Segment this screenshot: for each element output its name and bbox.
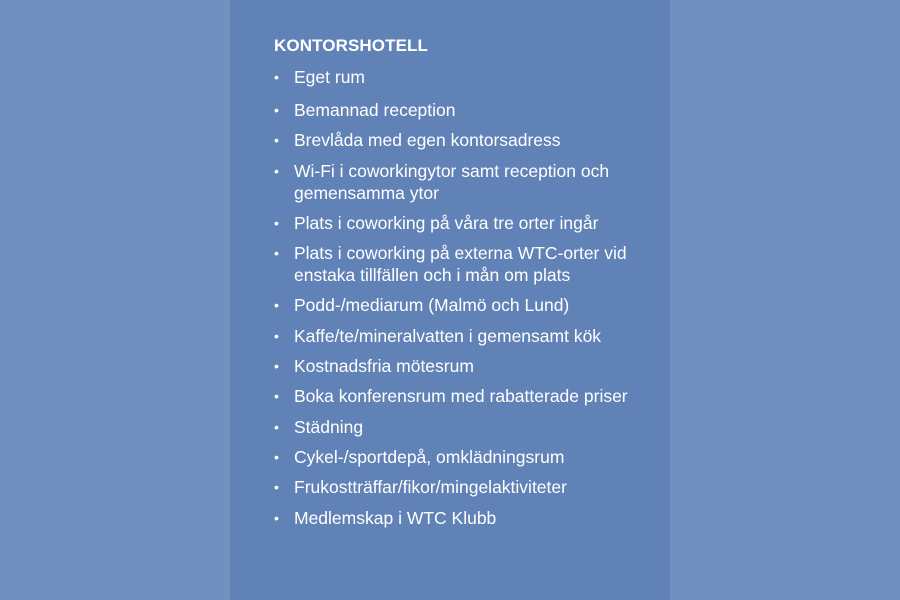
- list-item: [274, 476, 666, 498]
- list-item-text: Cykel-/sportdepå, omklädningsrum: [294, 446, 565, 467]
- bullet-icon: •: [274, 245, 279, 262]
- bullet-icon: •: [274, 418, 279, 435]
- list-item: [274, 446, 666, 468]
- list-item: [274, 212, 666, 234]
- list-item-text: Boka konferensrum med rabatterade priser: [294, 386, 628, 407]
- list-item: [274, 294, 666, 316]
- bullet-icon: •: [274, 132, 279, 149]
- bullet-icon: •: [274, 479, 279, 496]
- list-item-text: Wi-Fi i coworkingytor samt reception och gemensamma ytor: [294, 160, 610, 203]
- list-item: [274, 129, 666, 151]
- list-item: [274, 242, 666, 286]
- bullet-icon: •: [274, 327, 279, 344]
- bullet-icon: •: [274, 509, 279, 526]
- list-item-text: Frukostträffar/fikor/mingelaktiviteter: [294, 477, 567, 498]
- list-item: [274, 355, 666, 377]
- list-item-text: Podd-/mediarum (Malmö och Lund): [294, 295, 570, 316]
- list-item: [274, 325, 666, 347]
- list-item-text: Kostnadsfria mötesrum: [294, 356, 474, 377]
- list-item: [274, 416, 666, 438]
- section-title: KONTORSHOTELL: [274, 36, 428, 55]
- list-item-text: Bemannad reception: [294, 100, 456, 120]
- list-item-text: Kaffe/te/mineralvatten i gemensamt kök: [294, 325, 602, 346]
- bullet-icon: •: [274, 214, 279, 231]
- list-item: [274, 385, 666, 407]
- bullet-icon: •: [274, 162, 279, 179]
- list-item-text: Medlemskap i WTC Klubb: [294, 507, 497, 528]
- feature-list: [274, 66, 670, 529]
- bullet-icon: •: [274, 297, 279, 314]
- bullet-icon: •: [274, 448, 279, 465]
- list-item-text: Plats i coworking på våra tre orter ingår: [294, 212, 599, 233]
- list-item-text: Plats i coworking på externa WTC-orter vid enstaka tillfällen och i mån om plats: [294, 243, 627, 286]
- list-item: [274, 99, 666, 121]
- list-item-text: Brevlåda med egen kontorsadress: [294, 130, 561, 151]
- list-item: [274, 507, 666, 529]
- bullet-icon: •: [274, 388, 279, 405]
- list-item: [274, 66, 666, 88]
- list-item-text: Städning: [294, 416, 364, 437]
- bullet-icon: •: [274, 358, 279, 375]
- bullet-icon: •: [274, 102, 279, 118]
- content-panel: [230, 0, 670, 600]
- list-item: [274, 160, 666, 204]
- list-item-text: Eget rum: [294, 67, 365, 87]
- bullet-icon: •: [274, 69, 279, 85]
